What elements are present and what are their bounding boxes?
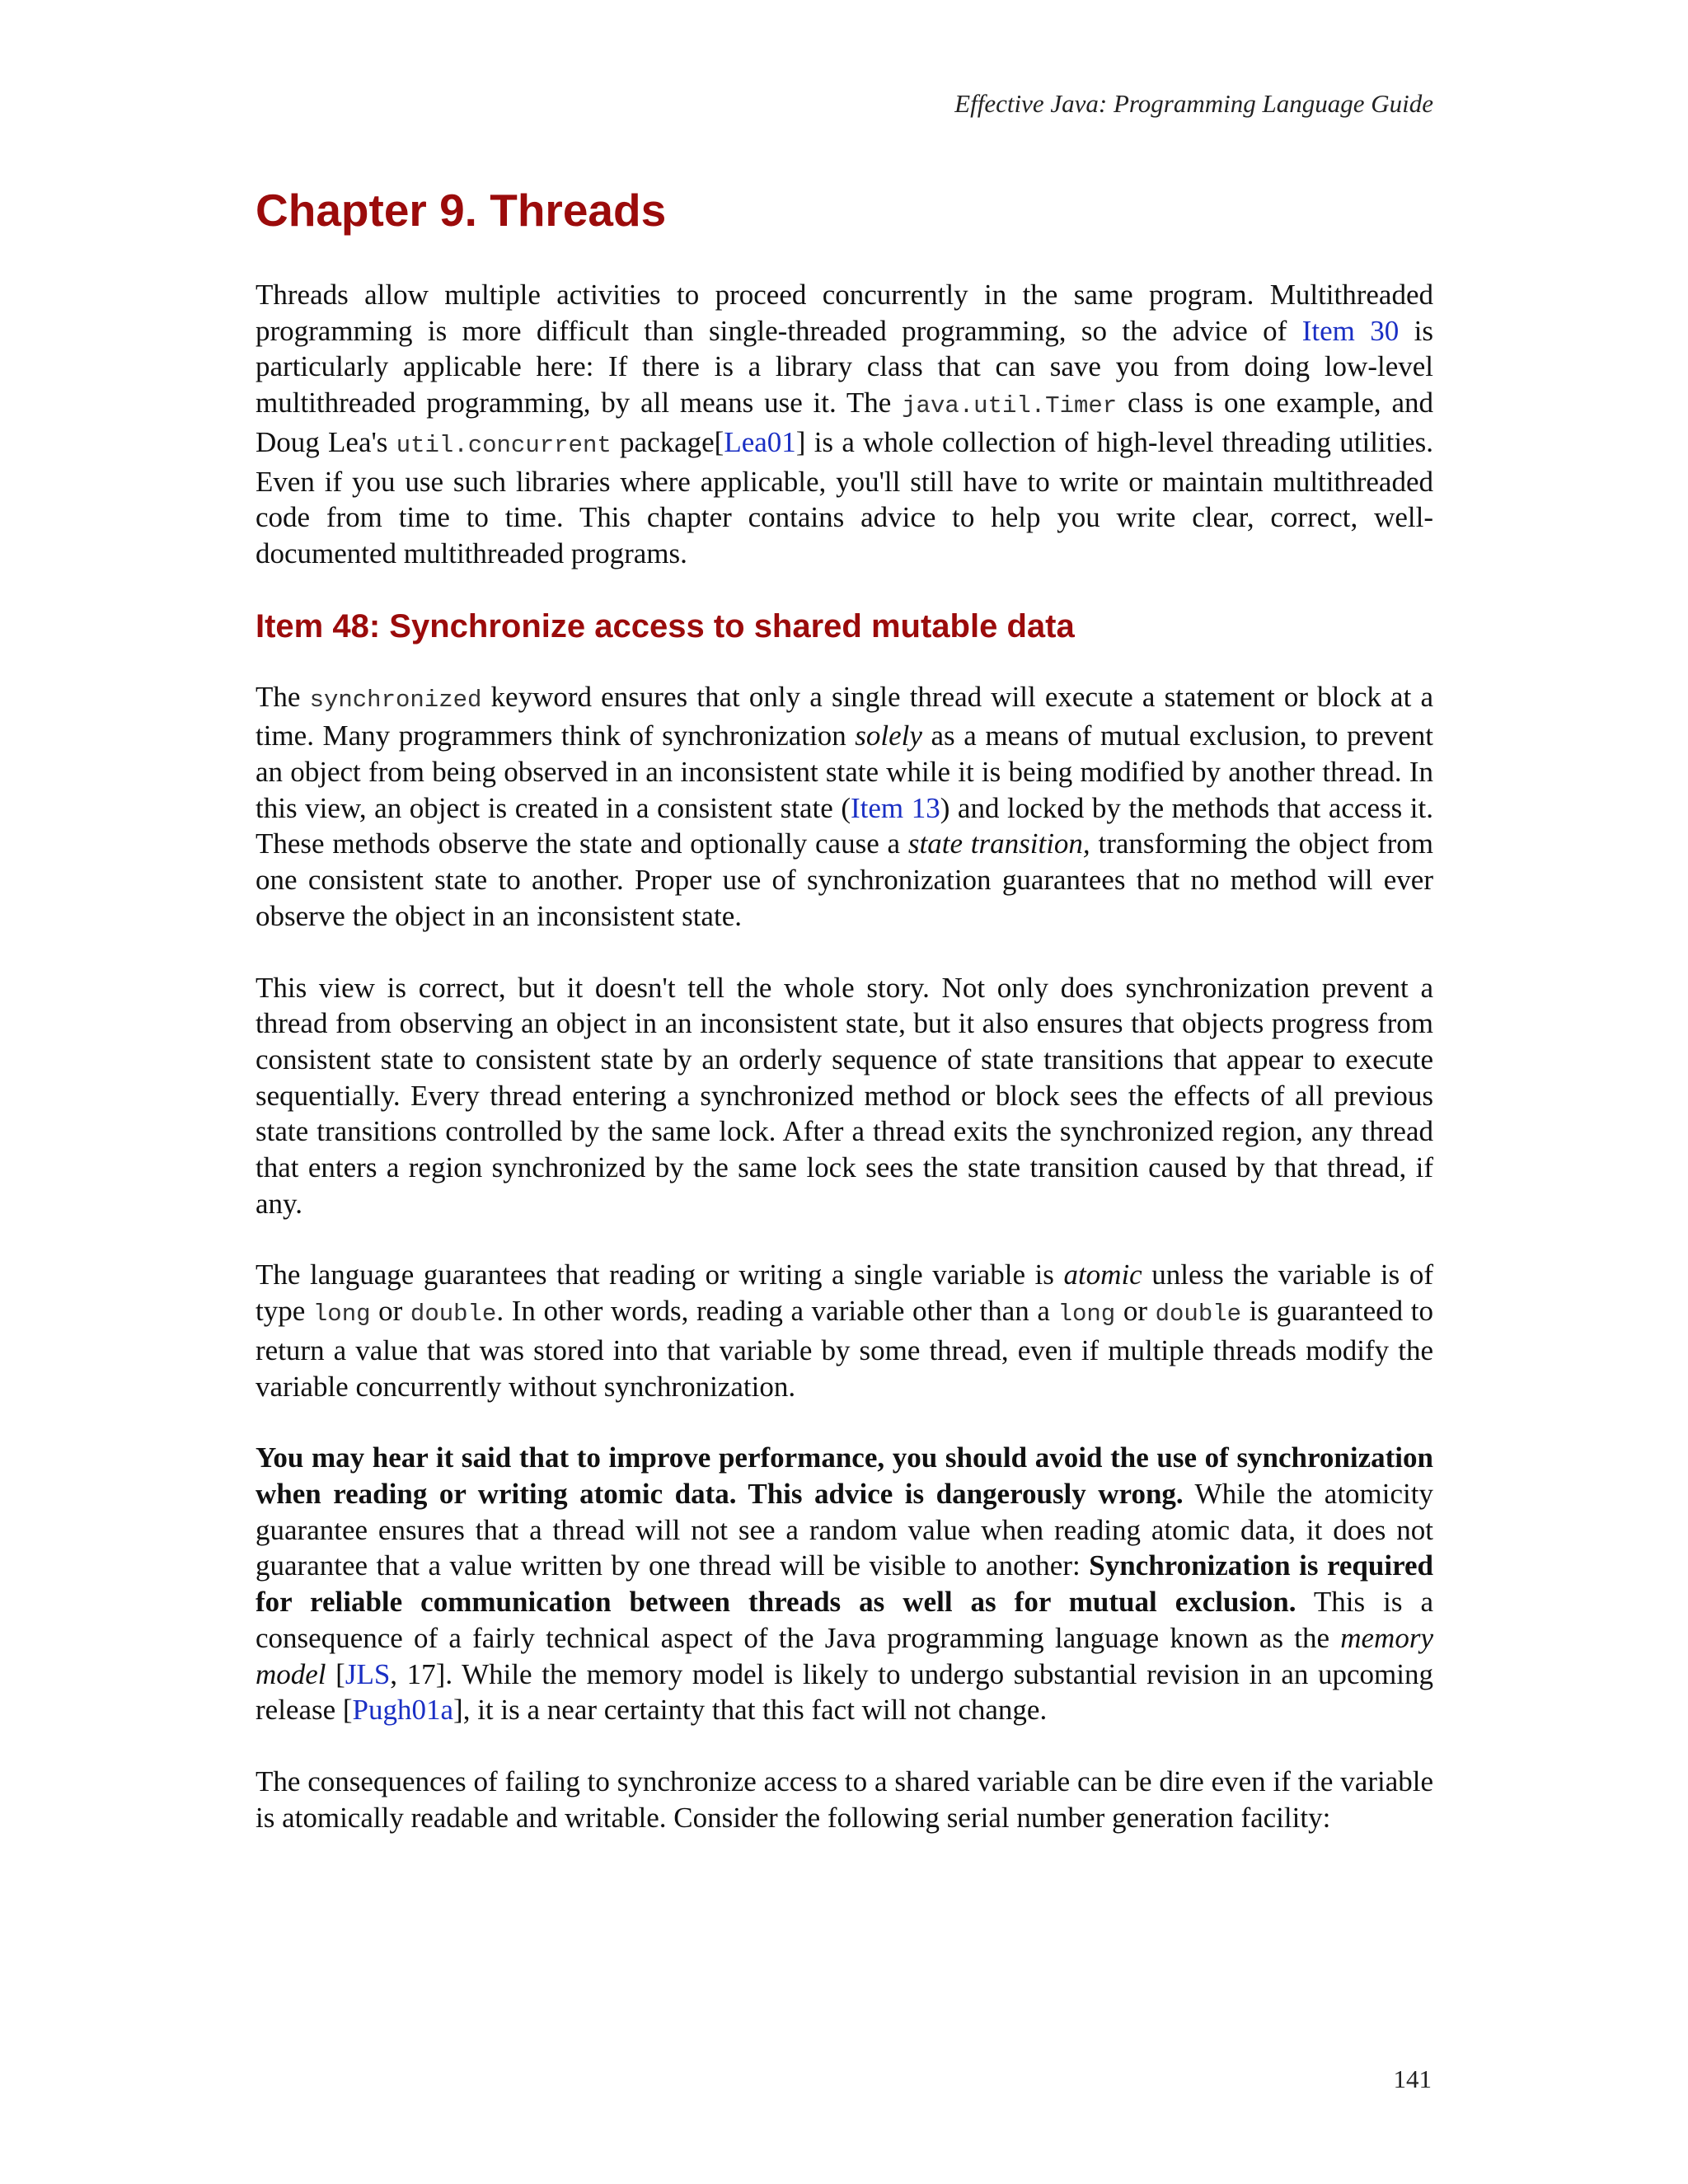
item-48-heading: Item 48: Synchronize access to shared mutable data [256, 607, 1075, 644]
item-48-paragraph-5: The consequences of failing to synchronize access to a shared variable can be dire even if the variable is atomically readable and writable. Consider the following serial number generation facility: [256, 1765, 1433, 1834]
text-run: . In other words, reading a variable other than a [496, 1295, 1058, 1328]
text-run: Threads allow multiple activities to proceed concurrently in the same program. Multithreaded programming is more difficult than single-threaded programming, so the advice of [256, 279, 1433, 347]
bold-warning: You may hear it said that to improve performance, you should avoid the use of synchronization when reading or writing atomic data. This advice is dangerously wrong. [256, 1441, 1433, 1510]
text-run: package[ [611, 425, 724, 458]
text-run: While the atomicity guarantee ensures that a thread will not see a random value when reading atomic data, it does not guarantee that a value written by one thread will be visible to another: [256, 1477, 1433, 1582]
text-run: or [370, 1295, 410, 1328]
text-run: is particularly applicable here: If there is a library class that can save you from doing low-level multithreaded programming, by all means use it. The [256, 314, 1433, 419]
text-run: is guaranteed to return a value that was stored into that variable by some thread, even if multiple threads modify the variable concurrently without synchronization. [256, 1295, 1434, 1403]
code-java-util-timer: java.util.Timer [902, 392, 1118, 420]
text-run: ] is a whole collection of high-level threading utilities. Even if you use such libraries where applicable, you'll still have to write or maintain multithreaded code from time to time. This chapter contains advice to help you write clear, correct, well-documented multithreaded programs. [256, 425, 1434, 569]
bold-synchronization-required: Synchronization is required for reliable communication between threads as well as for mutual exclusion. [256, 1549, 1433, 1619]
emphasis-solely: solely [855, 719, 922, 752]
text-run: ) and locked by the methods that access it. These methods observe the state and optionally cause a [256, 791, 1433, 860]
code-double: double [410, 1301, 497, 1329]
page-number: 141 [1393, 2064, 1432, 2093]
link-pugh01a[interactable]: Pugh01a [352, 1694, 454, 1727]
item-48-paragraph-3 [256, 1257, 1433, 1404]
text-run: The [256, 680, 310, 713]
link-item-13[interactable]: Item 13 [851, 791, 940, 824]
text-run: , 17]. While the memory model is likely to undergo substantial revision in an upcoming release [ [256, 1657, 1433, 1727]
link-item-30[interactable]: Item 30 [1301, 314, 1400, 347]
chapter-title: Chapter 9. Threads [256, 185, 667, 236]
text-run: This is a consequence of a fairly technical aspect of the Java programming language known as the [256, 1586, 1433, 1654]
link-lea01[interactable]: Lea01 [724, 425, 796, 458]
code-synchronized: synchronized [309, 686, 482, 714]
running-header: Effective Java: Programming Language Guide [954, 89, 1433, 118]
text-run: as a means of mutual exclusion, to prevent an object from being observed in an inconsistent state while it is being modified by another thread. In this view, an object is created in a consistent state ( [256, 719, 1433, 824]
text-run: transforming the object from one consistent state to another. Proper use of synchronization guarantees that no method will ever observe the object in an inconsistent state. [256, 827, 1433, 932]
intro-paragraph [256, 277, 1433, 572]
item-48-paragraph-1 [256, 679, 1433, 935]
text-run: keyword ensures that only a single thread will execute a statement or block at a time. Many programmers think of synchronization [256, 680, 1433, 752]
code-long: long [1057, 1301, 1116, 1329]
item-48-paragraph-2: This view is correct, but it doesn't tell the whole story. Not only does synchronization prevent a thread from observing an object in an inconsistent state, but it also ensures that objects progress from consistent state to consistent state by an orderly sequence of state transitions that appear to execute sequentially. Every thread entering a synchronized method or block sees the effects of all previous state transitions controlled by the same lock. After a thread exits the synchronized region, any thread that enters a region synchronized by the same lock sees the state transition caused by that thread, if any. [256, 971, 1433, 1220]
code-double: double [1155, 1301, 1242, 1329]
code-util-concurrent: util.concurrent [396, 431, 612, 459]
text-run: ], it is a near certainty that this fact will not change. [453, 1694, 1048, 1727]
item-48-paragraph-4 [256, 1440, 1433, 1728]
text-run: class is one example, and Doug Lea's [256, 387, 1433, 458]
emphasis-memory-model: memory model [256, 1621, 1433, 1690]
code-long: long [312, 1301, 371, 1329]
emphasis-state-transition: state transition, [907, 827, 1090, 860]
page-content [256, 183, 1433, 1835]
text-run: The language guarantees that reading or writing a single variable is [256, 1258, 1064, 1291]
text-run: unless the variable is of type [256, 1258, 1433, 1328]
emphasis-atomic: atomic [1063, 1258, 1142, 1291]
text-run: [ [326, 1657, 345, 1690]
link-jls[interactable]: JLS [345, 1657, 391, 1690]
text-run: or [1115, 1295, 1156, 1328]
